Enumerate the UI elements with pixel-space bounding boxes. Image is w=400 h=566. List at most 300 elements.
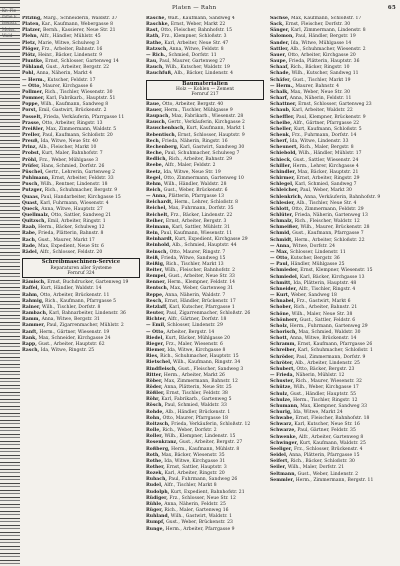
entry-details: Otto, Arbeiter, Kirchgasse 20	[286, 52, 356, 58]
advertisement-line: Holz — Kohlen — Zement	[175, 86, 235, 92]
entry-surname: Schade,	[270, 71, 291, 77]
entry-details: Otto, Maurer, Pfarrgasse 18	[161, 415, 229, 421]
entry-surname: Rüger,	[146, 508, 163, 514]
entry-surname: Roßberg,	[146, 446, 170, 452]
entry-details: Herm., Bäcker, Schulweg 12	[36, 225, 105, 231]
entry-surname: Pitzing,	[22, 16, 42, 21]
entry-details: Max, Weber, Neue Str. 30	[288, 89, 351, 95]
entry-surname: Reichelt,	[146, 212, 169, 218]
entry-details: Max, Fabrikarb., Wiesenstr. 28	[170, 114, 244, 120]
entry-details: Paul, Kaufmann, Wiesenstr. 11	[159, 231, 233, 237]
entry-details: Anna, Näherin, Waldstr. 7	[163, 292, 226, 298]
entry-surname: Resch,	[146, 298, 164, 304]
entry-surname: Reiß,	[146, 255, 160, 261]
entry-surname: Scherf,	[270, 139, 289, 145]
entry-details: Frz., Maler, Wiesenstr. 6	[164, 341, 223, 347]
entry-details: Rich., Bäcker, Schloßstr. 30	[289, 459, 355, 465]
entry-details: Frieda, Verkäuferin, Pfarrgasse 11	[41, 114, 125, 120]
entry-details: Paul, Schmied, Waldstr. 33	[163, 403, 227, 409]
entry-surname: Pommer,	[22, 96, 45, 102]
entry-details: Paul, Gärtner, Feldstr. 35	[295, 428, 356, 434]
entry-surname: Plötz,	[22, 52, 37, 58]
entry-details: Herm., Arbeiter, Markt 26	[162, 372, 225, 378]
entry-details: Herm., Fuhrmann, Gartenweg 29	[288, 323, 368, 329]
entry-details: Alfr., Arbeiter, Gartenweg 8	[297, 434, 364, 440]
column-1	[22, 16, 140, 564]
entry-details: Paul, Zigarrenmacher, Schloßstr. 26	[164, 311, 251, 317]
entry-surname: Sachse,	[270, 16, 290, 21]
entry-surname: Ries,	[146, 354, 159, 360]
entry-details: Max, Klempner, Sandweg 33	[298, 403, 367, 409]
advertisement-box	[146, 80, 264, 100]
entry-surname: Prasse,	[22, 120, 41, 126]
entry-details: Otto, Arbeiter, Bergstr. 40	[160, 101, 224, 107]
entry-details: Otto, Bäcker, Bergstr. 23	[295, 366, 355, 372]
entry-details: Plätterin, Pfarrgasse 13	[166, 194, 225, 200]
entry-surname: Rathe,	[146, 40, 163, 46]
entry-details: Frieda, Verkäuferin, Schloßstr. 12	[169, 421, 251, 427]
entry-details: Kurt, Händler, Waldstr. 14	[39, 286, 102, 292]
entry-details: Otto, Zimmermann, Feldstr. 29	[290, 206, 364, 212]
entry-surname: Riedel,	[146, 335, 164, 341]
entry-surname: — Herm.,	[270, 83, 294, 89]
entry-details: Karl, Arbeiter, Neue Str. 47	[162, 40, 229, 46]
entry-surname: Ruhland,	[146, 514, 170, 520]
entry-details: Karl, Kutscher, Neue Str. 16	[292, 422, 360, 428]
entry-surname: Schmidt,	[270, 237, 293, 243]
entry-details: Gust., Fleischer, Sandweg 3	[176, 366, 244, 372]
entry-details: Frz., Schlosser, Brückenstr. 4	[292, 446, 363, 452]
entry-surname: Schmid,	[270, 231, 291, 237]
entry-surname: Schattner,	[270, 102, 297, 108]
entry-surname: Schubert,	[270, 366, 296, 372]
entry-details: Anna, Witwe, Hauptstr. 27	[39, 206, 103, 212]
entry-details: Anna, Witwe, Brückenstr. 14	[288, 336, 357, 342]
entry-surname: — Otto,	[146, 329, 166, 335]
directory-entry	[270, 478, 396, 484]
entry-details: Frieda, Näherin, Gartenweg 13	[293, 213, 368, 218]
advertisement-line: Fernruf 324	[67, 270, 95, 276]
entry-details: Max, Fuhrmann, Dorfstr. 35	[166, 206, 234, 212]
entry-details: Alb., Schmied, Hauptstr. 44	[170, 243, 237, 249]
entry-details: Gust., Maurer, Markt 17	[36, 237, 95, 243]
entry-details: Wilh., Kaufmann, Sandweg 8	[39, 102, 109, 108]
entry-details: Kutscher, Feldstr. 17	[45, 77, 96, 83]
entry-surname: Schurig,	[270, 410, 292, 415]
entry-details: Ernst, Arbeiter, Feldstr. 33	[49, 176, 114, 182]
entry-surname: Schlegel,	[270, 182, 294, 188]
entry-surname: Rother,	[146, 465, 165, 470]
entry-details: Wilh., Klempner, Lindenstr. 15	[162, 434, 236, 440]
advertisement-line: Fernruf 217	[191, 92, 219, 98]
entry-surname: Schuster,	[270, 379, 295, 385]
entry-details: Wilh., Fleischer, Bahnhofstr. 2	[163, 268, 235, 273]
entry-details: Max, Weber, Gartenweg 31	[168, 286, 234, 292]
entry-details: Alb., Händler, Brückenstr. 1	[163, 409, 231, 415]
entry-details: Ernst, Händler, Brückenstr. 17	[163, 298, 236, 304]
entry-details: Walt., Kaufmann, Sandweg 4	[166, 16, 235, 21]
entry-surname: Plehn,	[22, 34, 39, 40]
entry-surname: Schütze,	[270, 385, 292, 391]
entry-details: Ernst, Fleischer, Dorfstr. 30	[283, 22, 351, 28]
entry-surname: Seeliger,	[270, 446, 293, 452]
entry-details: Marie, Witwe, Schulweg 3	[36, 40, 100, 46]
entry-surname: Rasche,	[146, 16, 167, 21]
entry-details: Ernst, Weber, Markt 22	[169, 22, 226, 28]
entry-surname: Schleicher,	[270, 188, 299, 194]
entry-details: Herm., Kaufmann, Mühlstr. 8	[169, 446, 240, 452]
entry-details: Karl, Arbeiter, Ringstr. 20	[163, 471, 225, 477]
advertisement-line: Baumaterialien	[182, 80, 228, 87]
entry-details: Karl, Fabrikarb., Gartenweg 5	[159, 397, 232, 403]
entry-details: Rich., Weber, Dorfstr. 2	[160, 428, 217, 434]
entry-surname: Rohn,	[146, 415, 162, 421]
entry-details: Arbeiter, Bergstr. 14	[165, 329, 215, 335]
entry-surname: Schmieder,	[270, 268, 299, 274]
entry-surname: — Frieda,	[270, 373, 295, 379]
entry-surname: Schirmer,	[270, 176, 296, 182]
entry-surname: Scheibe,	[270, 120, 292, 126]
entry-surname: Redlich,	[146, 157, 168, 163]
entry-details: Ernst, Sattler, Hauptstr. 3	[164, 465, 227, 470]
entry-details: Alfr., Gärtner, Pfarrgasse 22	[291, 120, 360, 126]
entry-surname: Rietschel,	[146, 360, 172, 366]
entry-details: Ernst, Buchdrucker, Gartenweg 19	[45, 280, 129, 286]
entry-details: Maurer, Kirchgasse 6	[41, 83, 93, 89]
entry-surname: — Anna,	[146, 194, 167, 200]
entry-surname: — Emil,	[146, 323, 166, 329]
entry-details: Ernst, Klempner, Wiesenstr. 15	[298, 268, 373, 274]
entry-details: Anna, Verkäuferin, Bahnhofstr. 9	[302, 194, 381, 200]
entry-details: Näherin, Mühlstr. 12	[294, 373, 345, 379]
entry-surname: Quast,	[22, 200, 39, 206]
advertisement-line: Reparaturen aller Systeme	[50, 265, 112, 271]
entry-details: Karl, Bahnarbeiter, Lindenstr. 36	[47, 311, 126, 317]
entry-surname: Schulz,	[270, 391, 289, 397]
entry-details: Anna, Witwe, Bergstr. 31	[40, 317, 100, 323]
entry-details: Händler, Mühlgasse 25	[289, 262, 345, 268]
entry-details: Herm., Zimmermann, Bergstr. 11	[294, 477, 374, 483]
entry-details: Schmied, Dorfstr. 11	[167, 52, 217, 58]
entry-surname: Poppe,	[22, 102, 40, 108]
entry-surname: Raue,	[146, 101, 161, 107]
page-header	[22, 4, 398, 14]
entry-details: Anna, Näherin, Feldstr. 11	[288, 96, 352, 102]
entry-surname: Scheller,	[270, 126, 293, 132]
entry-details: Heinr., Bäcker, Lindenstr. 9	[36, 52, 103, 58]
entry-details: Paul, Kaufmann, Schloßstr. 20	[40, 132, 113, 138]
entry-details: Frz., Weber, Mühlgasse 3	[37, 157, 99, 163]
entry-surname: Reimann,	[146, 224, 171, 230]
entry-details: Wilh., Händler, Waldstr. 28	[162, 181, 227, 187]
entry-details: Ida, Witwe, Ringstr. 25	[39, 348, 95, 354]
entry-surname: Renner,	[146, 280, 166, 286]
entry-surname: Ranft,	[22, 329, 38, 335]
entry-surname: Sänger,	[270, 28, 290, 34]
entry-surname: Regel,	[146, 175, 163, 181]
entry-surname: Seifert,	[270, 459, 290, 465]
entry-surname: Schlott,	[270, 206, 291, 212]
entry-surname: Queck,	[22, 206, 40, 212]
entry-details: Gust., Sattler, Feldstr. 6	[298, 317, 356, 323]
entry-details: Kurt, Kaufmann, Waldstr. 25	[298, 440, 366, 446]
entry-details: Emil, Gastwirt, Brückenstr. 2	[37, 108, 107, 114]
entry-details: Alb., Bäcker, Lindenstr. 4	[172, 71, 234, 77]
entry-surname: Schramm,	[270, 342, 297, 348]
entry-details: Herm., Arbeiter, Schloßstr. 22	[292, 237, 365, 243]
entry-surname: Scholz,	[270, 323, 289, 329]
entry-details: Herm., Klempner, Feldstr. 14	[165, 280, 236, 286]
entry-details: Karl, Arbeiter, Waldstr. 22	[290, 108, 353, 114]
entry-surname: Putzger,	[22, 188, 44, 194]
entry-details: Rich., Fleischer, Waldstr. 12	[293, 219, 360, 225]
entry-surname: Schiebold,	[270, 151, 297, 157]
entry-surname: Rausch,	[146, 120, 167, 126]
entry-surname: Rößler,	[146, 391, 165, 397]
entry-surname: Rempel,	[146, 274, 167, 280]
entry-details: Wilh., Rentner, Lindenstr. 18	[39, 182, 108, 188]
entry-surname: Ratzsch,	[146, 46, 168, 52]
entry-details: Rich., Tischler, Markt 13	[164, 261, 224, 267]
entry-surname: Pusch,	[22, 182, 40, 188]
entry-details: Anna, Witwe, Feldstr. 8	[167, 46, 224, 52]
entry-details: Paul, Händler, Bergstr. 19	[293, 34, 356, 40]
entry-surname: Rahm,	[22, 292, 39, 298]
entry-surname: Reiter,	[146, 268, 164, 273]
entry-details: Kurt, Kaufmann, Markt 1	[185, 126, 246, 132]
entry-surname: Rauchfuß,	[146, 71, 173, 77]
entry-details: Kurt, Expedient, Kirchgasse 29	[173, 237, 248, 243]
entry-details: Gust., Weber, Brückenstr. 23	[164, 520, 233, 526]
directory-entry	[146, 527, 264, 533]
entry-surname: Schreiber,	[270, 348, 297, 354]
entry-details: Emil, Arbeiter, Ringstr. 1	[46, 219, 106, 225]
entry-details: Frieda, Witwe, Sandweg 15	[159, 255, 226, 261]
entry-details: Gertr., Verkäuferin, Kirchgasse 2	[166, 120, 245, 126]
entry-details: Hans, Schmied, Dorfstr. 26	[39, 163, 105, 169]
entry-details: Max, Bäcker, Hauptstr. 21	[296, 169, 359, 175]
entry-details: Wilh., Händler, Mühlstr. 17	[296, 151, 362, 157]
entry-surname: Rach,	[22, 237, 37, 243]
entry-surname: Rauschenbach,	[146, 126, 186, 132]
entry-surname: Rumpf,	[146, 520, 165, 526]
entry-details: Alfr., Maler, Feldstr. 2	[163, 163, 216, 169]
entry-details: Ernst, Arbeiter, Ringstr. 29	[295, 176, 360, 182]
entry-details: Paul, Zigarrenmacher, Mühlstr. 2	[45, 323, 124, 329]
entry-surname: Reetz,	[146, 169, 162, 175]
entry-surname: Rebentisch,	[146, 132, 177, 138]
entry-details: Wilh., Maler, Neue Str. 38	[290, 311, 353, 317]
entry-surname: Schott,	[270, 336, 289, 342]
entry-surname: Schaaf,	[270, 65, 289, 71]
entry-details: Anna, Näherin, Markt 4	[35, 71, 93, 77]
entry-details: Alfr., Tischler, Ringstr. 4	[297, 286, 356, 292]
entry-surname: Porst,	[22, 108, 38, 114]
entry-surname: Posselt,	[22, 114, 42, 120]
entry-surname: Schiller,	[270, 163, 292, 169]
entry-details: Alfr., Schlosser, Feldstr. 20	[38, 249, 103, 255]
entry-surname: Rau,	[146, 59, 158, 65]
entry-details: Alfr., Gärtner, Dorfstr. 18	[166, 317, 227, 323]
entry-surname: Raschke,	[146, 22, 170, 28]
entry-surname: Rank,	[22, 335, 37, 341]
entry-surname: Schlenkrich,	[270, 194, 303, 200]
entry-details: Max, Schmied, Waldstr. 30	[296, 329, 361, 335]
entry-surname: Pletz,	[22, 40, 37, 46]
entry-surname: Reinsch,	[146, 249, 169, 255]
entry-details: Kurt, Bäcker, Mühlgasse 20	[163, 335, 230, 341]
entry-surname: Roitzsch,	[146, 421, 170, 427]
entry-details: Karl, Schuhmacher, Schloßstr. 1	[296, 348, 373, 354]
entry-details: Anna, Näherin, Feldstr. 25	[162, 501, 226, 507]
entry-surname: Schalk,	[270, 89, 289, 95]
entry-surname: Prinz,	[22, 145, 38, 151]
entry-surname: Platzer,	[22, 28, 42, 34]
entry-surname: Rasch,	[22, 348, 40, 354]
entry-details: Rich., Bäcker, Ringstr. 10	[288, 65, 350, 71]
entry-surname: Scheunert,	[270, 145, 299, 151]
entry-surname: Plöger,	[22, 46, 41, 52]
entry-details: Frz., Gastwirt, Markt 6	[295, 299, 351, 305]
entry-surname: Rudolph,	[146, 489, 170, 495]
entry-details: Paul, Handarbeiter, Kirchgasse 15	[39, 194, 121, 200]
entry-surname: Rindfleisch,	[146, 366, 177, 372]
entry-details: Schlosser, Lindenstr. 11	[288, 249, 346, 255]
entry-surname: Rohde,	[146, 409, 164, 415]
entry-surname: Retzlaff,	[146, 304, 168, 310]
entry-details: Frieda, Näherin, Ringstr. 16	[160, 138, 228, 144]
entry-details: Gust., Sattler, Wiesenstr. 24	[291, 157, 359, 163]
entry-surname: Rapp,	[22, 341, 37, 347]
entry-details: Max, Schneider, Kirchgasse 24	[36, 335, 111, 341]
entry-surname: Reiher,	[146, 218, 165, 224]
entry-surname: Schorisch,	[270, 329, 297, 335]
entry-surname: Röber,	[146, 378, 163, 384]
entry-surname: Rade,	[22, 243, 37, 249]
entry-surname: — Paul,	[270, 262, 290, 268]
entry-details: Kurt, Maler, Bahnhofstr. 7	[40, 151, 103, 157]
entry-details: Otto, Fleischer, Bahnhofstr. 15	[159, 28, 233, 34]
entry-details: Herm., Arbeiter, Pfarrgasse 9	[164, 526, 235, 532]
entry-surname: Quaas,	[22, 194, 40, 200]
entry-details: Alb., Arbeiter, Lindenstr. 25	[293, 360, 360, 366]
entry-surname: Schöne,	[270, 311, 291, 317]
entry-surname: Schneider,	[270, 286, 298, 292]
entry-details: Rich., Arbeiter, Bahnstr. 21	[292, 305, 358, 311]
entry-details: Ida, Witwe, Neue Str. 40	[39, 139, 98, 145]
entry-details: Max, Bäcker, Wiesenstr. 35	[159, 452, 225, 458]
entry-details: Frz., Fuhrmann, Dorfstr. 14	[290, 132, 357, 138]
entry-details: Gust., Arbeiter, Bergstr. 27	[177, 440, 243, 446]
entry-surname: Rauch,	[146, 65, 164, 71]
column-3	[270, 16, 396, 564]
entry-surname: Probst,	[22, 151, 41, 157]
entry-surname: Reichel,	[146, 206, 167, 212]
entry-details: Frieda, Plätterin, Hauptstr. 36	[287, 59, 360, 65]
entry-surname: — Anna,	[270, 243, 291, 249]
entry-surname: Schober,	[270, 305, 293, 311]
entry-details: Rich., Schuhmacher, Bergstr. 9	[43, 188, 118, 194]
entry-surname: Pohl,	[22, 71, 36, 77]
entry-surname: Raab,	[22, 225, 37, 231]
entry-surname: Rudel,	[146, 483, 163, 489]
entry-details: Alb., Schuhmacher, Wiesenstr. 2	[288, 46, 366, 52]
entry-details: Alfr., Tischler, Markt 8	[162, 483, 217, 489]
entry-surname: — Max,	[270, 249, 289, 255]
entry-details: Otto, Sattler, Sandweg 21	[49, 213, 112, 218]
entry-surname: Schenk,	[270, 132, 291, 138]
entry-surname: Semmler,	[270, 477, 295, 483]
entry-surname: Rühle,	[146, 501, 163, 507]
entry-details: Karl, Zimmermann, Lindenstr. 8	[289, 28, 366, 34]
entry-details: Wilh., Maurer, Brückenstr. 28	[299, 225, 370, 231]
entry-surname: Rämisch,	[22, 280, 46, 286]
entry-details: Ida, Witwe, Neue Str. 19	[161, 169, 221, 175]
entry-surname: Rammer,	[22, 323, 46, 329]
entry-surname: Seiler,	[270, 465, 287, 471]
entry-details: Max, Expedient, Neue Str. 6	[36, 243, 104, 249]
entry-details: Rich., Maurer, Wiesenstr. 32	[294, 379, 362, 385]
binding-text: Kr. Flemme Eisenstr. Meiss. Wald	[2, 8, 18, 38]
entry-surname: Rainer,	[22, 304, 41, 310]
entry-surname: Reichardt,	[146, 200, 173, 206]
entry-details: Wilh., Kaufmann, Ringstr. 34	[171, 360, 241, 366]
entry-details: Frz., Schlosser, Neue Str. 12	[167, 495, 236, 501]
entry-details: Weber, Sandweg 18	[289, 293, 337, 299]
entry-surname: Röder,	[146, 384, 163, 390]
entry-details: Rich., Kaufmann, Pfarrgasse 5	[43, 298, 117, 304]
entry-details: Paul, Zimmermann, Dorfstr. 9	[294, 354, 366, 360]
entry-details: Gust., Arbeiter, Bergstr. 22	[44, 65, 110, 71]
entry-surname: Scharf,	[270, 96, 289, 102]
entry-surname: Schröder,	[270, 354, 295, 360]
entry-surname: Reißig,	[146, 261, 165, 267]
entry-details: Marg., Schneiderin, Waldstr. 37	[41, 16, 118, 21]
entry-details: Maurer, Bahnstr. 4	[293, 83, 340, 89]
entry-surname: Puhlmann,	[22, 176, 50, 182]
entry-details: Herm., Tischler, Mühlgasse 9	[162, 107, 233, 113]
entry-surname: Reppe,	[146, 292, 164, 298]
entry-surname: Schmalz,	[270, 219, 294, 225]
entry-surname: Röhr,	[146, 397, 160, 403]
entry-surname: Rentsch,	[146, 286, 169, 292]
entry-surname: Rieger,	[146, 341, 165, 347]
entry-surname: Rech,	[146, 138, 161, 144]
entry-details: Ernst, Tischler, Feldstr. 38	[164, 391, 228, 397]
entry-details: Kurt, Expedient, Bahnhofstr. 21	[169, 489, 245, 495]
entry-surname: Rosenkranz,	[146, 440, 178, 446]
entry-details: Ernst, Schlosser, Hauptstr. 9	[176, 132, 245, 138]
entry-surname: Quitzsch,	[22, 219, 47, 225]
entry-details: Karl, Kutscher, Pfarrgasse 1	[167, 304, 235, 310]
entry-surname: Schmeißer,	[270, 225, 299, 231]
entry-surname: Pöhland,	[22, 65, 45, 71]
entry-surname: Rauer,	[146, 107, 163, 113]
entry-surname: Reich,	[146, 187, 163, 193]
entry-details: Gust., Arbeiter, Neue Str. 33	[167, 274, 235, 280]
entry-surname: Schmitt,	[270, 280, 292, 286]
entry-details: Karl, Sattler, Mühlstr. 31	[170, 224, 230, 230]
entry-surname: Schwarz,	[270, 422, 293, 428]
entry-surname: Pröhl,	[22, 157, 38, 163]
entry-details: Alb., Tischler, Neue Str. 4	[295, 200, 357, 206]
entry-details: Gust., Weber, Brückenstr. 6	[162, 187, 228, 193]
entry-details: Gust., Kaufmann, Pfarrgasse 7	[290, 231, 364, 237]
entry-details: Karl, Bäcker, Kirchgasse 13	[298, 274, 365, 280]
entry-details: Karl, Gastwirt, Sandweg 30	[178, 144, 245, 150]
entry-details: Frz., Klempner, Schloßstr. 3	[159, 34, 227, 40]
entry-surname: Preuß,	[22, 139, 40, 145]
